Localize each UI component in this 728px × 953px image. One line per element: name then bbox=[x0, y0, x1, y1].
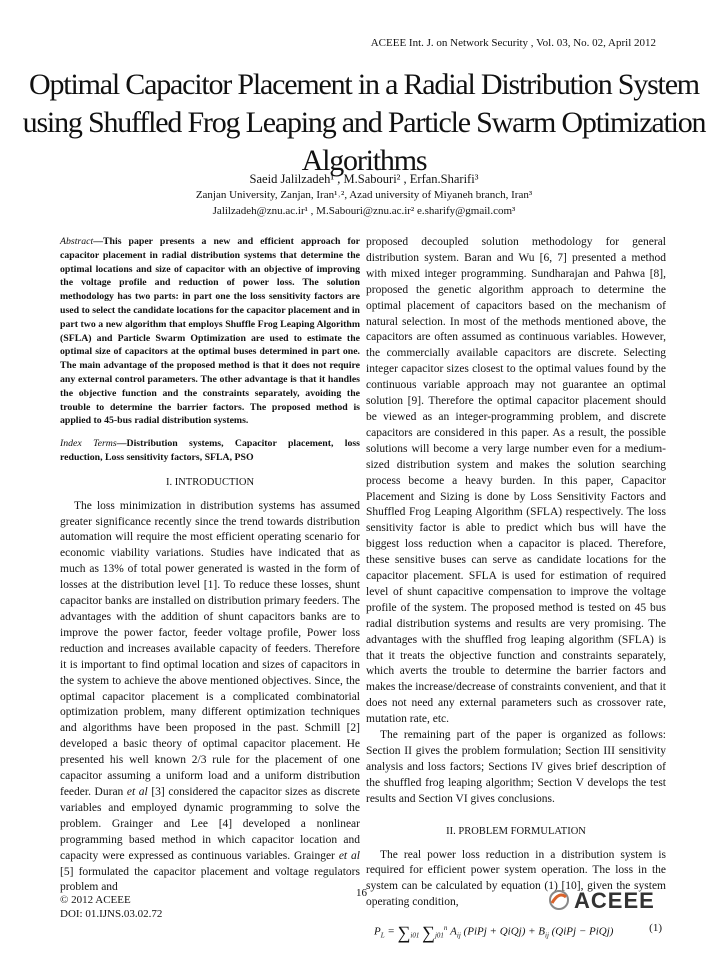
intro-etal-2: et al bbox=[338, 849, 361, 862]
intro-paragraph bbox=[60, 499, 360, 897]
index-terms bbox=[60, 437, 360, 465]
eq-b-sub: ij bbox=[545, 931, 549, 940]
logo-mark-icon bbox=[548, 889, 570, 911]
eq-sum-2-index: j01 bbox=[434, 931, 444, 940]
eq-sum-2: ∑ bbox=[422, 922, 435, 943]
page-number: 16 bbox=[356, 887, 367, 899]
emails: Jalilzadeh@znu.ac.ir¹ , M.Sabouri@znu.ac.ir² e.sharify@gmail.com³ bbox=[212, 205, 516, 217]
eq-body-end: (QiPj − PiQj) bbox=[548, 925, 614, 938]
abstract bbox=[60, 235, 360, 428]
eq-body: (P bbox=[460, 925, 474, 938]
abstract-text: —This paper presents a new and efficient approach for capacitor placement in radial distribution systems that determine the optimal locations and size of capacitor with an objective of improving the voltage profile and reduction of power loss. The solution methodology has two parts: in part one the loss sensitivity factors are used to select the candidate locations for the capacitor placement and in part two a new algorithm that employs Shuffle Frog Leaping Algorithm (SFLA) and Particle Swarm Optimization are used to estimate the optimal size of capacitors at the optimal buses determined in part one. The main advantage of the proposed method is that it does not require any external control parameters. The other advantage is that it handles the objective function and the constraints separately, avoiding the trouble to determine the barrier factors. The proposed method is applied to 45-bus radial distribution systems. bbox=[60, 236, 360, 427]
intro-etal-1: et al bbox=[126, 785, 148, 798]
eq-lhs-sub: L bbox=[380, 931, 385, 940]
journal-header: ACEEE Int. J. on Network Security , Vol. 03, No. 02, April 2012 bbox=[370, 37, 656, 49]
eq-a: A bbox=[450, 925, 457, 938]
right-column bbox=[366, 235, 666, 953]
index-terms-text: —Distribution systems, Capacitor placement, loss reduction, Loss sensitivity factors, SFLA, PSO bbox=[60, 438, 360, 463]
eq-sum-1-index: i01 bbox=[410, 931, 420, 940]
eq-sum-upper: n bbox=[443, 924, 448, 933]
intro-text-a: The loss minimization in distribution systems has assumed greater significance recently since the trend towards distribution automation will require the most efficient operating scenario for economic viability variations. Studies have indicated that as much as 13% of total power generated is wasted in the form of losses at the distribution level [1]. To reduce these losses, shunt capacitor banks are installed on distribution primary feeders. The advantages with the addition of shunt capacitors banks are to improve the power factor, feeder voltage profile, Power loss reduction and increases available capacity of feeders. Therefore it is important to find optimal location and sizes of capacitors in the system to achieve the above mentioned objectives. Since, the optimal capacitor placement is a complicated combinatorial optimization problem, many different optimization techniques and algorithms have been proposed in the past. Schmill [2] developed a basic theory of optimal capacitor placement. He presented his well known 2/3 rule for the placement of one capacitor assuming a uniform load and a uniform distribution feeder. Duran bbox=[60, 499, 360, 798]
paper-title: Optimal Capacitor Placement in a Radial Distribution System using Shuffled Frog Leaping and Particle Swarm Optimization Algorithms bbox=[22, 68, 706, 177]
index-terms-label: Index Terms bbox=[60, 438, 117, 450]
aceee-logo bbox=[548, 888, 655, 914]
left-column bbox=[60, 235, 360, 896]
abstract-label: Abstract bbox=[60, 236, 94, 247]
affiliation-block bbox=[0, 187, 728, 219]
equation-body bbox=[374, 921, 613, 945]
eq-equals: = bbox=[384, 925, 398, 938]
doi: DOI: 01.IJNS.03.02.72 bbox=[60, 908, 163, 920]
logo-text: ACEEE bbox=[574, 888, 655, 913]
footer-left bbox=[60, 893, 162, 921]
organization-paragraph: The remaining part of the paper is organized as follows: Section II gives the problem formulation; Section III sensitivity analysis and loss factors; Sections IV gives brief description of the shuffled frog leaping algorithm; Section V develops the test results and Section VI gives conclusions. bbox=[366, 729, 666, 805]
section-heading-introduction: I. INTRODUCTION bbox=[165, 476, 255, 488]
eq-lhs: P bbox=[374, 925, 381, 938]
problem-paragraph: The real power loss reduction in a distribution system is required for efficient power system operation. The loss in the system can be calculated by equation (1) [10], given the system operating condition, bbox=[366, 848, 666, 909]
affiliation: Zanjan University, Zanjan, Iran¹˒², Azad university of Miyaneh branch, Iran³ bbox=[195, 189, 533, 201]
equation-number: (1) bbox=[649, 922, 662, 935]
section-heading-problem-formulation: II. PROBLEM FORMULATION bbox=[446, 825, 586, 837]
eq-a-sub: ij bbox=[456, 931, 461, 940]
intro-text-b: [3] considered the capacitor sizes as discrete variables and employed dynamic programming to solve the problem. Grainger and Lee [4] developed a nonlinear programming based method in which capacitor location and capacity were expressed as continuous variables. Grainger bbox=[60, 785, 360, 862]
copyright: © 2012 ACEEE bbox=[60, 894, 131, 906]
intro-continued-paragraph: proposed decoupled solution methodology for general distribution system. Baran and Wu [6, 7] presented a method with mixed integer programming. Sundharajan and Pahwa [8], proposed the genetic algorithm approach to determine the optimal placement of capacitors based on the mechanism of natural selection. In most of the methods mentioned above, the capacitors are often assumed as continuous variables. However, the commercially available capacitors are discrete. Selecting integer capacitor sizes closest to the optimal values found by the continuous variable approach may not guarantee an optimal solution [9]. Therefore the optimal capacitor placement should be viewed as an integer-programming problem, and discrete capacitors are considered in this paper. As a result, the possible solutions will become a very large number even for a medium-sized distribution system and makes the solution searching process become a heavy burden. In this paper, Capacitor Placement and Sizing is done by Loss Sensitivity Factors and Shuffled Frog Leaping Algorithm (SFLA) respectively. The loss sensitivity factor is able to predict which bus will have the biggest loss reduction when a capacitor is placed. Therefore, these sensitive buses can serve as candidate locations for the capacitor placement. SFLA is used for estimation of required level of shunt capacitive compensation to improve the voltage profile of the system. The proposed method is tested on 45 bus radial distribution systems and results are very promising. The advantages with the shuffled frog leaping algorithm (SFLA) is that it treats the objective function and constraints separately, which averts the trouble to determine the barrier factors and makes the increase/decrease of constraints convenient, and that it does not need any external parameters such as crossover rate, mutation rate, etc. bbox=[366, 236, 666, 726]
eq-body-rest: iPj + QiQj) + B bbox=[473, 925, 545, 938]
intro-text-c: [5] formulated the capacitor placement and voltage regulators problem and bbox=[60, 865, 360, 894]
eq-sum-1: ∑ bbox=[397, 922, 411, 943]
equation-1 bbox=[366, 917, 666, 953]
authors: Saeid Jalilzadeh¹ , M.Sabouri² , Erfan.Sharifi³ bbox=[249, 172, 479, 186]
